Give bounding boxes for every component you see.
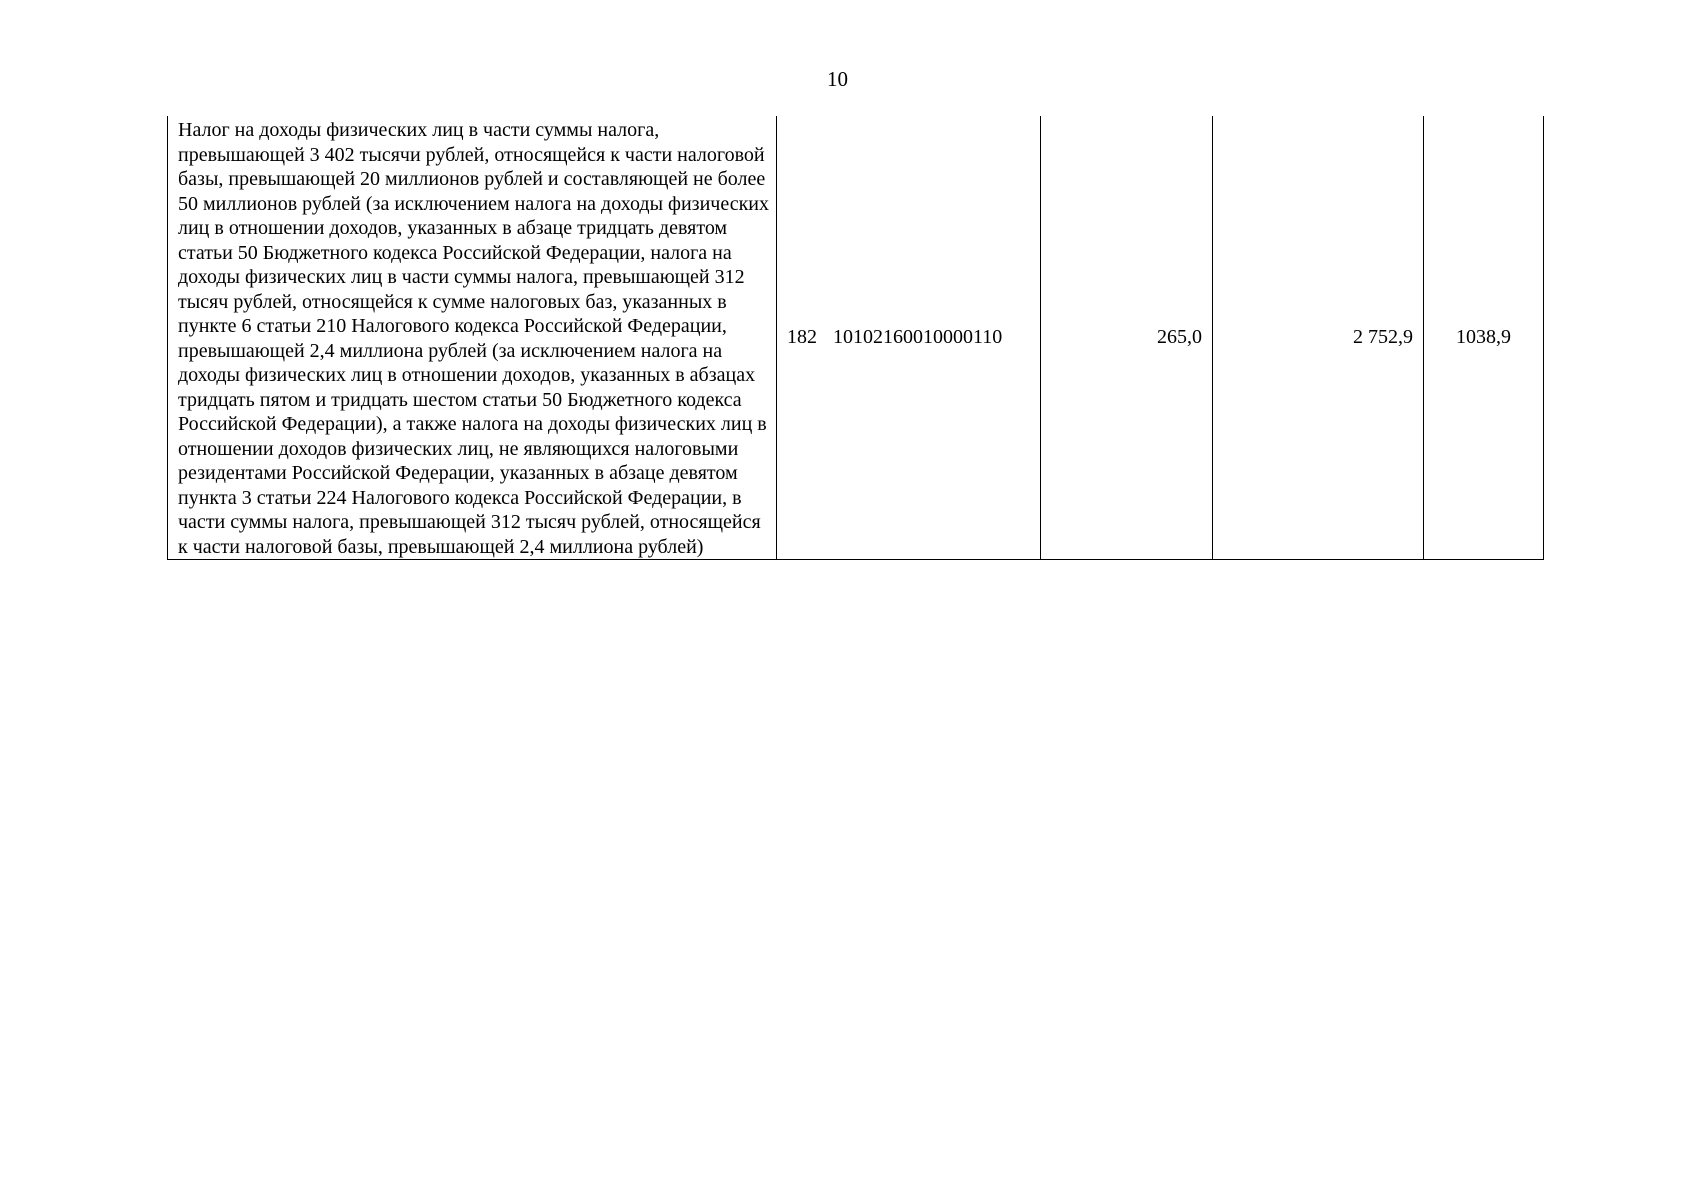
admin-code: 182 [787, 326, 817, 349]
value-1-cell [1041, 116, 1213, 560]
value-3: 1038,9 [1456, 326, 1511, 349]
page-number: 10 [827, 67, 848, 91]
budget-table [167, 116, 1544, 560]
table-row [168, 116, 1544, 560]
revenue-description-cell [168, 116, 777, 560]
value-1: 265,0 [1157, 326, 1202, 349]
value-2-cell [1213, 116, 1424, 560]
value-3-cell [1424, 116, 1544, 560]
value-2: 2 752,9 [1353, 326, 1413, 349]
revenue-description: Налог на доходы физических лиц в части суммы налога, превышающей 3 402 тысячи рублей, относящейся к части налоговой базы, превышающей 20 миллионов рублей и составляющей не более 50 миллионов рублей (за исключением налога на доходы физических лиц в отношении доходов, указанных в абзаце тридцать девятом статьи 50 Бюджетного кодекса Российской Федерации, налога на доходы физических лиц в части суммы налога, превышающей 312 тысяч рублей, относящейся к сумме налоговых баз, указанных в пункте 6 статьи 210 Налогового кодекса Российской Федерации, превышающей 2,4 миллиона рублей (за исключением налога на доходы физических лиц в отношении доходов, указанных в абзацах тридцать пятом и тридцать шестом статьи 50 Бюджетного кодекса Российской Федерации), а также налога на доходы физических лиц в отношении доходов физических лиц, не являющихся налоговыми резидентами Российской Федерации, указанных в абзаце девятом пункта 3 статьи 224 Налогового кодекса Российской Федерации, в части суммы налога, превышающей 312 тысяч рублей, относящейся к части налоговой базы, превышающей 2,4 миллиона рублей) [178, 119, 769, 558]
revenue-code: 10102160010000110 [833, 326, 1003, 349]
code-cell [777, 116, 1041, 560]
